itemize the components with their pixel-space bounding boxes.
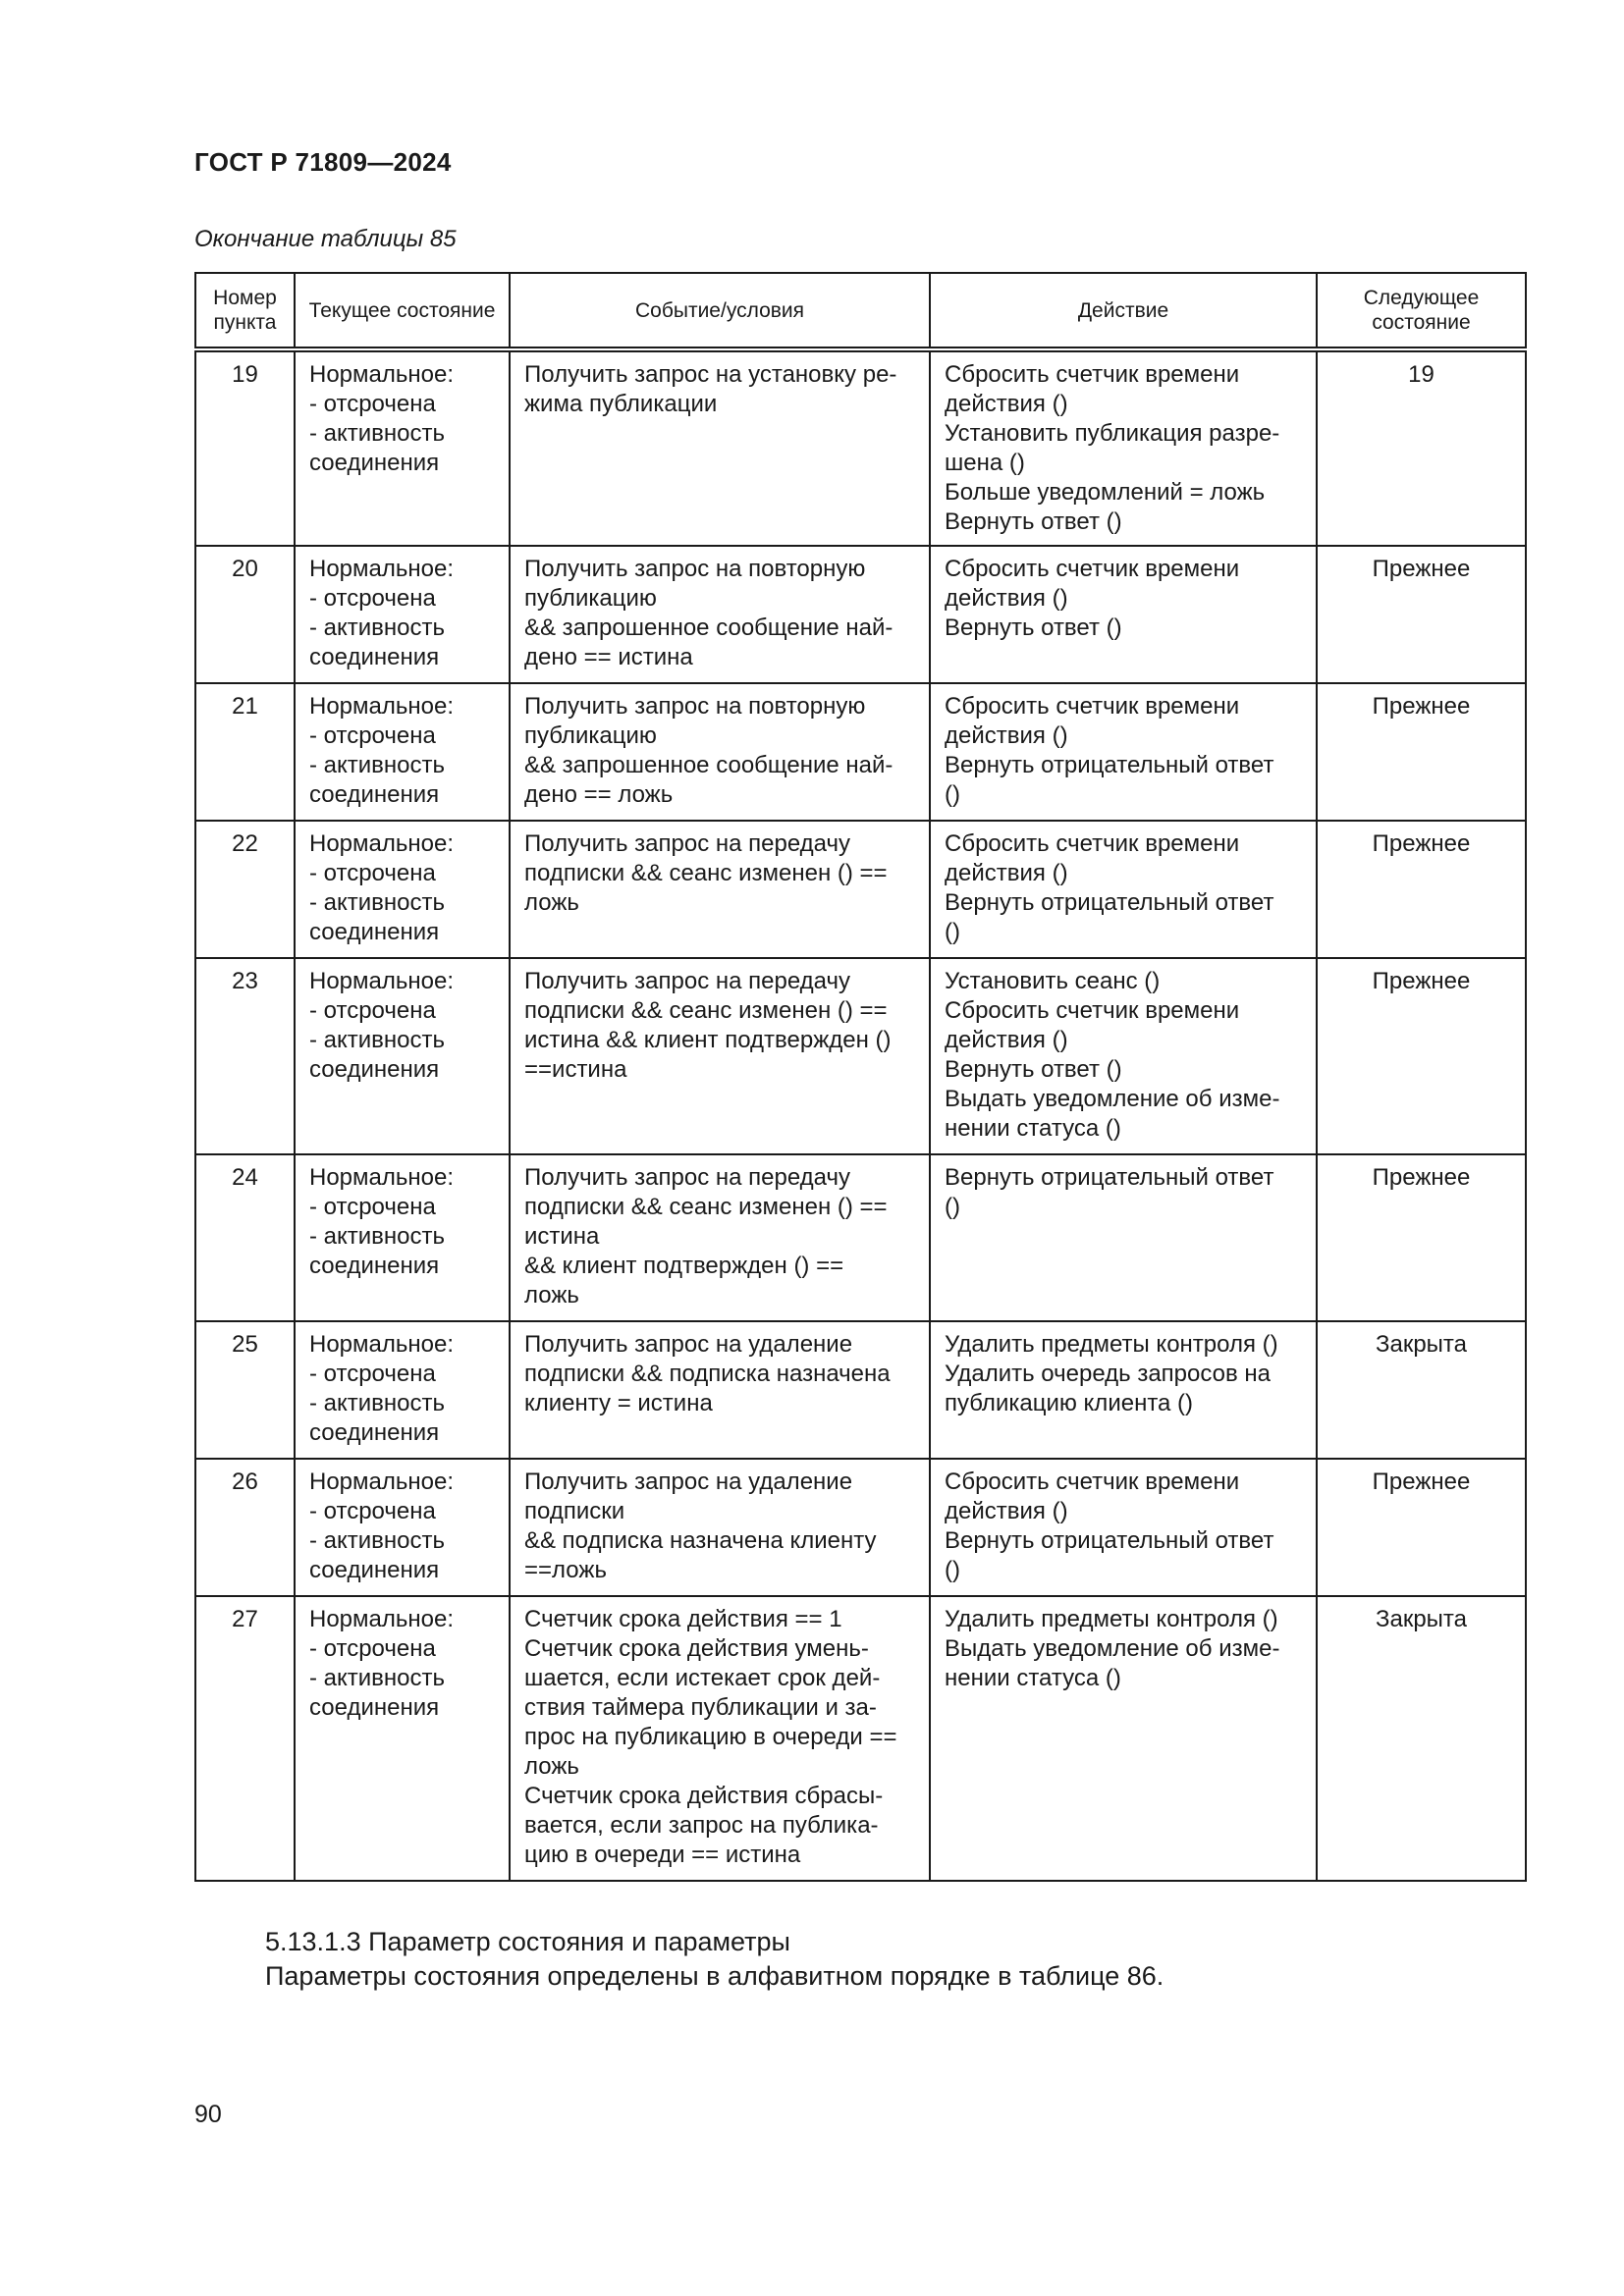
row-number-cell: 22 bbox=[195, 821, 295, 958]
action-cell-line: Вернуть отрицательный ответ bbox=[945, 889, 1274, 916]
event-conditions-cell-line: Получить запрос на удаление bbox=[524, 1331, 853, 1358]
current-state-cell-line: - отсрочена bbox=[309, 391, 436, 417]
action-cell-line: действия () bbox=[945, 585, 1068, 612]
current-state-cell-line: Нормальное: bbox=[309, 1164, 454, 1191]
action-cell-line: действия () bbox=[945, 722, 1068, 749]
event-conditions-cell bbox=[510, 546, 930, 683]
current-state-cell-line: - отсрочена bbox=[309, 1194, 436, 1220]
event-conditions-cell-line: истина && клиент подтвержден () bbox=[524, 1027, 892, 1053]
action-cell bbox=[930, 546, 1317, 683]
action-cell-line: Вернуть ответ () bbox=[945, 614, 1122, 641]
current-state-cell-line: - отсрочена bbox=[309, 585, 436, 612]
action-cell-line: Выдать уведомление об изме- bbox=[945, 1086, 1280, 1112]
event-conditions-cell-line: дено == ложь bbox=[524, 781, 674, 808]
current-state-cell bbox=[295, 546, 510, 683]
event-conditions-cell-line: Получить запрос на передачу bbox=[524, 968, 850, 994]
current-state-cell-line: Нормальное: bbox=[309, 1331, 454, 1358]
event-conditions-cell bbox=[510, 1321, 930, 1459]
table-row bbox=[195, 1596, 1526, 1881]
next-state-cell: Прежнее bbox=[1317, 1459, 1526, 1596]
action-cell-line: Удалить очередь запросов на bbox=[945, 1361, 1271, 1387]
event-conditions-cell-line: клиенту = истина bbox=[524, 1390, 713, 1416]
column-header: Текущее состояние bbox=[295, 273, 510, 349]
next-state-cell: Закрыта bbox=[1317, 1596, 1526, 1881]
event-conditions-cell-line: подписки && сеанс изменен () == bbox=[524, 1194, 888, 1220]
action-cell-line: Больше уведомлений = ложь bbox=[945, 479, 1266, 506]
row-number-cell: 26 bbox=[195, 1459, 295, 1596]
event-conditions-cell bbox=[510, 683, 930, 821]
event-conditions-cell-line: ложь bbox=[524, 1282, 579, 1308]
action-cell-line: публикацию клиента () bbox=[945, 1390, 1194, 1416]
action-cell-line: действия () bbox=[945, 1498, 1068, 1524]
current-state-cell-line: соединения bbox=[309, 781, 440, 808]
current-state-cell bbox=[295, 958, 510, 1154]
event-conditions-cell-line: дено == истина bbox=[524, 644, 693, 670]
current-state-cell-line: соединения bbox=[309, 450, 440, 476]
action-cell-line: Удалить предметы контроля () bbox=[945, 1331, 1278, 1358]
current-state-cell bbox=[295, 683, 510, 821]
event-conditions-cell-line: истина bbox=[524, 1223, 600, 1250]
table-caption: Окончание таблицы 85 bbox=[194, 226, 457, 252]
event-conditions-cell bbox=[510, 958, 930, 1154]
action-cell bbox=[930, 821, 1317, 958]
current-state-cell bbox=[295, 821, 510, 958]
column-header: Событие/условия bbox=[510, 273, 930, 349]
event-conditions-cell-line: подписки bbox=[524, 1498, 625, 1524]
current-state-cell bbox=[295, 1459, 510, 1596]
event-conditions-cell-line: Получить запрос на удаление bbox=[524, 1468, 853, 1495]
current-state-cell-line: соединения bbox=[309, 919, 440, 945]
current-state-cell-line: - отсрочена bbox=[309, 997, 436, 1024]
event-conditions-cell-line: подписки && сеанс изменен () == bbox=[524, 997, 888, 1024]
action-cell-line: () bbox=[945, 781, 960, 808]
row-number-cell: 19 bbox=[195, 349, 295, 546]
event-conditions-cell-line: подписки && сеанс изменен () == bbox=[524, 860, 888, 886]
event-conditions-cell-line: жима публикации bbox=[524, 391, 718, 417]
action-cell-line: Выдать уведомление об изме- bbox=[945, 1635, 1280, 1662]
current-state-cell-line: Нормальное: bbox=[309, 1468, 454, 1495]
row-number-cell: 21 bbox=[195, 683, 295, 821]
event-conditions-cell bbox=[510, 821, 930, 958]
event-conditions-cell bbox=[510, 1596, 930, 1881]
table-row bbox=[195, 349, 1526, 546]
column-header: Номер пункта bbox=[195, 273, 295, 349]
event-conditions-cell-line: Получить запрос на передачу bbox=[524, 1164, 850, 1191]
current-state-cell bbox=[295, 1596, 510, 1881]
event-conditions-cell-line: ствия таймера публикации и за- bbox=[524, 1694, 877, 1721]
action-cell-line: Вернуть ответ () bbox=[945, 1056, 1122, 1083]
current-state-cell-line: - активность bbox=[309, 420, 446, 447]
event-conditions-cell bbox=[510, 1459, 930, 1596]
event-conditions-cell-line: Получить запрос на повторную bbox=[524, 693, 866, 720]
current-state-cell-line: - активность bbox=[309, 1223, 446, 1250]
current-state-cell-line: - отсрочена bbox=[309, 1361, 436, 1387]
table-body bbox=[195, 349, 1526, 1881]
current-state-cell bbox=[295, 1154, 510, 1321]
action-cell-line: Сбросить счетчик времени bbox=[945, 830, 1240, 857]
action-cell-line: Вернуть отрицательный ответ bbox=[945, 752, 1274, 778]
state-transition-table bbox=[194, 272, 1527, 1882]
current-state-cell-line: - активность bbox=[309, 1665, 446, 1691]
event-conditions-cell-line: && подписка назначена клиенту bbox=[524, 1527, 877, 1554]
event-conditions-cell-line: шается, если истекает срок дей- bbox=[524, 1665, 881, 1691]
action-cell-line: Установить публикация разре- bbox=[945, 420, 1280, 447]
event-conditions-cell-line: Счетчик срока действия сбрасы- bbox=[524, 1783, 884, 1809]
action-cell-line: Сбросить счетчик времени bbox=[945, 556, 1240, 582]
action-cell-line: Вернуть ответ () bbox=[945, 508, 1122, 535]
action-cell-line: шена () bbox=[945, 450, 1025, 476]
table-row bbox=[195, 1154, 1526, 1321]
event-conditions-cell-line: && запрошенное сообщение най- bbox=[524, 614, 893, 641]
action-cell-line: Сбросить счетчик времени bbox=[945, 1468, 1240, 1495]
event-conditions-cell-line: Получить запрос на установку ре- bbox=[524, 361, 897, 388]
event-conditions-cell-line: прос на публикацию в очереди == bbox=[524, 1724, 897, 1750]
action-cell bbox=[930, 1596, 1317, 1881]
event-conditions-cell bbox=[510, 349, 930, 546]
action-cell-line: действия () bbox=[945, 860, 1068, 886]
event-conditions-cell-line: && клиент подтвержден () == bbox=[524, 1253, 844, 1279]
section-heading: 5.13.1.3 Параметр состояния и параметры bbox=[265, 1927, 790, 1956]
action-cell-line: нении статуса () bbox=[945, 1115, 1121, 1142]
current-state-cell-line: соединения bbox=[309, 1557, 440, 1583]
next-state-cell: Прежнее bbox=[1317, 546, 1526, 683]
event-conditions-cell-line: Получить запрос на передачу bbox=[524, 830, 850, 857]
event-conditions-cell-line: публикацию bbox=[524, 722, 657, 749]
event-conditions-cell-line: публикацию bbox=[524, 585, 657, 612]
row-number-cell: 25 bbox=[195, 1321, 295, 1459]
action-cell bbox=[930, 349, 1317, 546]
action-cell-line: () bbox=[945, 1557, 960, 1583]
next-state-cell: Прежнее bbox=[1317, 821, 1526, 958]
current-state-cell bbox=[295, 349, 510, 546]
current-state-cell-line: - отсрочена bbox=[309, 860, 436, 886]
table-row bbox=[195, 821, 1526, 958]
event-conditions-cell-line: Счетчик срока действия == 1 bbox=[524, 1606, 842, 1632]
table-row bbox=[195, 683, 1526, 821]
action-cell-line: Удалить предметы контроля () bbox=[945, 1606, 1278, 1632]
event-conditions-cell-line: Счетчик срока действия умень- bbox=[524, 1635, 869, 1662]
table-header-row bbox=[195, 273, 1526, 349]
action-cell-line: действия () bbox=[945, 391, 1068, 417]
page-number: 90 bbox=[194, 2101, 222, 2128]
column-header: Следующее состояние bbox=[1317, 273, 1526, 349]
section-text: Параметры состояния определены в алфавитном порядке в таблице 86. bbox=[265, 1961, 1164, 1991]
current-state-cell-line: соединения bbox=[309, 1056, 440, 1083]
row-number-cell: 24 bbox=[195, 1154, 295, 1321]
current-state-cell-line: соединения bbox=[309, 1694, 440, 1721]
event-conditions-cell-line: вается, если запрос на публика- bbox=[524, 1812, 879, 1839]
current-state-cell-line: - активность bbox=[309, 752, 446, 778]
action-cell bbox=[930, 683, 1317, 821]
next-state-cell: Прежнее bbox=[1317, 958, 1526, 1154]
action-cell-line: Вернуть отрицательный ответ bbox=[945, 1527, 1274, 1554]
current-state-cell-line: - активность bbox=[309, 1027, 446, 1053]
event-conditions-cell bbox=[510, 1154, 930, 1321]
action-cell-line: Вернуть отрицательный ответ bbox=[945, 1164, 1274, 1191]
event-conditions-cell-line: ложь bbox=[524, 1753, 579, 1780]
column-header: Действие bbox=[930, 273, 1317, 349]
row-number-cell: 20 bbox=[195, 546, 295, 683]
action-cell bbox=[930, 1154, 1317, 1321]
action-cell-line: Сбросить счетчик времени bbox=[945, 361, 1240, 388]
action-cell-line: Сбросить счетчик времени bbox=[945, 997, 1240, 1024]
event-conditions-cell-line: ==истина bbox=[524, 1056, 627, 1083]
action-cell-line: () bbox=[945, 1194, 960, 1220]
current-state-cell-line: Нормальное: bbox=[309, 361, 454, 388]
next-state-cell: Прежнее bbox=[1317, 1154, 1526, 1321]
current-state-cell-line: Нормальное: bbox=[309, 830, 454, 857]
table-row bbox=[195, 546, 1526, 683]
current-state-cell-line: - активность bbox=[309, 614, 446, 641]
current-state-cell-line: соединения bbox=[309, 1253, 440, 1279]
event-conditions-cell-line: ложь bbox=[524, 889, 579, 916]
event-conditions-cell-line: ==ложь bbox=[524, 1557, 607, 1583]
event-conditions-cell-line: Получить запрос на повторную bbox=[524, 556, 866, 582]
next-state-cell: Прежнее bbox=[1317, 683, 1526, 821]
next-state-cell: Закрыта bbox=[1317, 1321, 1526, 1459]
action-cell-line: нении статуса () bbox=[945, 1665, 1121, 1691]
current-state-cell-line: - активность bbox=[309, 1390, 446, 1416]
event-conditions-cell-line: цию в очереди == истина bbox=[524, 1842, 801, 1868]
action-cell bbox=[930, 1321, 1317, 1459]
current-state-cell-line: соединения bbox=[309, 1419, 440, 1446]
row-number-cell: 23 bbox=[195, 958, 295, 1154]
next-state-cell: 19 bbox=[1317, 349, 1526, 546]
current-state-cell-line: Нормальное: bbox=[309, 693, 454, 720]
current-state-cell-line: - отсрочена bbox=[309, 1498, 436, 1524]
action-cell bbox=[930, 958, 1317, 1154]
document-header: ГОСТ Р 71809—2024 bbox=[194, 147, 452, 177]
current-state-cell-line: Нормальное: bbox=[309, 556, 454, 582]
table-row bbox=[195, 1321, 1526, 1459]
current-state-cell-line: Нормальное: bbox=[309, 1606, 454, 1632]
current-state-cell-line: - активность bbox=[309, 1527, 446, 1554]
event-conditions-cell-line: && запрошенное сообщение най- bbox=[524, 752, 893, 778]
action-cell-line: Установить сеанс () bbox=[945, 968, 1161, 994]
action-cell-line: Сбросить счетчик времени bbox=[945, 693, 1240, 720]
current-state-cell-line: соединения bbox=[309, 644, 440, 670]
current-state-cell-line: Нормальное: bbox=[309, 968, 454, 994]
row-number-cell: 27 bbox=[195, 1596, 295, 1881]
event-conditions-cell-line: подписки && подписка назначена bbox=[524, 1361, 891, 1387]
table-row bbox=[195, 958, 1526, 1154]
action-cell-line: действия () bbox=[945, 1027, 1068, 1053]
current-state-cell-line: - активность bbox=[309, 889, 446, 916]
table-row bbox=[195, 1459, 1526, 1596]
current-state-cell bbox=[295, 1321, 510, 1459]
action-cell-line: () bbox=[945, 919, 960, 945]
current-state-cell-line: - отсрочена bbox=[309, 1635, 436, 1662]
current-state-cell-line: - отсрочена bbox=[309, 722, 436, 749]
action-cell bbox=[930, 1459, 1317, 1596]
